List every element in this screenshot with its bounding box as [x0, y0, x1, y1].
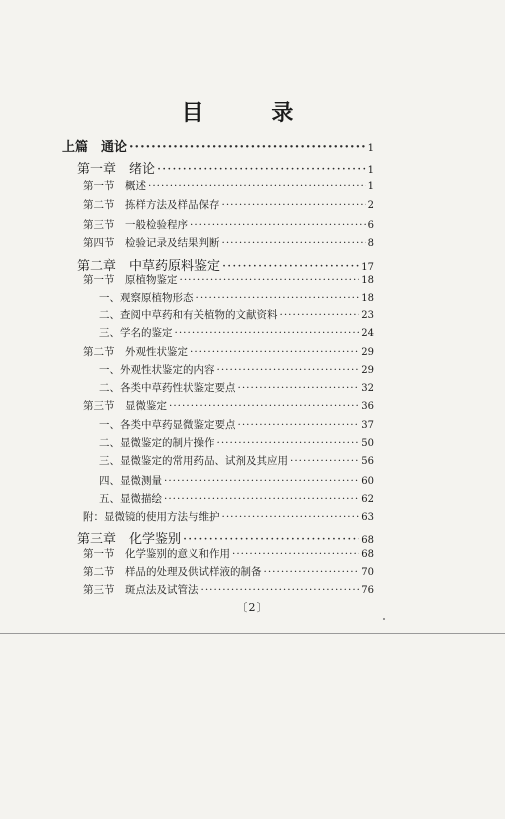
- toc-entry[interactable]: [0, 582, 505, 597]
- toc-entry[interactable]: [0, 491, 505, 506]
- toc-entry[interactable]: [0, 435, 505, 450]
- toc-entry[interactable]: [0, 344, 505, 359]
- toc-entry-label: 第二章 中草药原料鉴定: [77, 259, 221, 274]
- toc-entry-label: 一、观察原植物形态: [99, 292, 194, 304]
- toc-entry-label: 第一节 化学鉴别的意义和作用: [83, 548, 230, 560]
- toc-entry-label: 一、各类中草药显微鉴定要点: [99, 419, 236, 431]
- toc-entry-label: 二、查阅中草药和有关植物的文献资料: [99, 309, 278, 321]
- toc-leader-dots: [217, 364, 360, 376]
- toc-entry-label: 第二节 外观性状鉴定: [83, 346, 188, 358]
- toc-entry[interactable]: [0, 178, 505, 193]
- toc-entry-label: 二、各类中草药性状鉴定要点: [99, 382, 236, 394]
- toc-entry-label: 三、显微鉴定的常用药品、试剂及其应用: [99, 455, 288, 467]
- toc-entry-page-number: 23: [361, 310, 374, 321]
- toc-leader-dots: [175, 327, 360, 339]
- toc-entry-page-number: 50: [361, 438, 374, 449]
- toc-entry-page-number: 62: [361, 494, 374, 505]
- toc-entry[interactable]: [0, 217, 505, 232]
- toc-entry[interactable]: [0, 546, 505, 561]
- toc-entry[interactable]: [0, 158, 505, 177]
- page-number-footer: 〔2〕: [236, 601, 269, 614]
- toc-entry-label: 四、显微测量: [99, 475, 162, 487]
- toc-entry-label: 第三节 斑点法及试管法: [83, 584, 199, 596]
- toc-entry[interactable]: [0, 325, 505, 340]
- toc-entry[interactable]: [0, 473, 505, 488]
- toc-entry-page-number: 63: [361, 512, 374, 523]
- toc-leader-dots: [180, 274, 360, 286]
- toc-entry-page-number: 60: [361, 476, 374, 487]
- toc-entry-page-number: 18: [361, 275, 374, 286]
- toc-leader-dots: [222, 237, 366, 249]
- toc-entry-label: 第三节 显微鉴定: [83, 400, 167, 412]
- toc-entry-label: 第三节 一般检验程序: [83, 219, 188, 231]
- toc-entry-page-number: 1: [367, 165, 374, 176]
- toc-leader-dots: [201, 584, 360, 596]
- toc-entry[interactable]: [0, 417, 505, 432]
- toc-entry[interactable]: [0, 362, 505, 377]
- toc-entry-page-number: 76: [361, 585, 374, 596]
- toc-entry-page-number: 29: [361, 347, 374, 358]
- toc-entry[interactable]: [0, 235, 505, 250]
- page-edge-rule: [0, 633, 505, 634]
- toc-leader-dots: [190, 219, 366, 231]
- toc-leader-dots: [196, 292, 360, 304]
- toc-entry[interactable]: [0, 509, 505, 524]
- toc-entry[interactable]: [0, 398, 505, 413]
- toc-entry-label: 第一节 原植物鉴定: [83, 274, 178, 286]
- toc-entry-label: 第二节 拣样方法及样品保存: [83, 199, 220, 211]
- toc-entry-page-number: 18: [361, 293, 374, 304]
- toc-entry-page-number: 1: [367, 143, 374, 154]
- toc-entry-label: 五、显微描绘: [99, 493, 162, 505]
- toc-entry[interactable]: [0, 380, 505, 395]
- toc-entry-page-number: 1: [367, 181, 374, 192]
- toc-entry-label: 第一章 绪论: [77, 162, 156, 177]
- toc-leader-dots: [157, 162, 366, 177]
- toc-entry-page-number: 68: [361, 535, 374, 546]
- toc-entry-page-number: 70: [361, 567, 374, 578]
- toc-entry[interactable]: [0, 564, 505, 579]
- toc-entry-page-number: 36: [361, 401, 374, 412]
- toc-leader-dots: [164, 493, 359, 505]
- toc-entry[interactable]: [0, 197, 505, 212]
- toc-entry-label: 第三章 化学鉴别: [77, 532, 182, 547]
- toc-entry-page-number: 8: [367, 238, 374, 249]
- toc-leader-dots: [183, 532, 359, 547]
- toc-leader-dots: [129, 140, 366, 155]
- toc-leader-dots: [222, 511, 360, 523]
- toc-entry-page-number: 68: [361, 549, 374, 560]
- page-title: 目 录: [181, 101, 324, 126]
- toc-leader-dots: [238, 382, 360, 394]
- toc-entry-label: 第一节 概述: [83, 180, 146, 192]
- toc-entry[interactable]: [0, 136, 505, 155]
- toc-entry-label: 附：显微镜的使用方法与维护: [83, 511, 220, 523]
- scan-speck: [383, 618, 385, 620]
- toc-entry-page-number: 2: [367, 200, 374, 211]
- toc-entry[interactable]: [0, 528, 505, 547]
- toc-entry-label: 三、学名的鉴定: [99, 327, 173, 339]
- toc-entry[interactable]: [0, 453, 505, 468]
- toc-entry-page-number: 37: [361, 420, 374, 431]
- toc-entry[interactable]: [0, 290, 505, 305]
- toc-leader-dots: [169, 400, 359, 412]
- toc-leader-dots: [222, 199, 366, 211]
- toc-leader-dots: [290, 455, 359, 467]
- toc-entry-label: 上篇 通论: [62, 140, 128, 155]
- toc-entry[interactable]: [0, 307, 505, 322]
- toc-leader-dots: [148, 180, 366, 192]
- toc-entry-page-number: 17: [361, 262, 374, 273]
- toc-entry-label: 第四节 检验记录及结果判断: [83, 237, 220, 249]
- toc-entry-page-number: 56: [361, 456, 374, 467]
- toc-leader-dots: [190, 346, 359, 358]
- toc-entry-page-number: 6: [367, 220, 374, 231]
- toc-leader-dots: [232, 548, 359, 560]
- toc-entry-page-number: 32: [361, 383, 374, 394]
- toc-entry-label: 第二节 样品的处理及供试样液的制备: [83, 566, 262, 578]
- toc-entry[interactable]: [0, 272, 505, 287]
- toc-leader-dots: [264, 566, 360, 578]
- toc-leader-dots: [280, 309, 360, 321]
- toc-entry-page-number: 29: [361, 365, 374, 376]
- toc-leader-dots: [217, 437, 360, 449]
- toc-leader-dots: [164, 475, 359, 487]
- toc-entry-label: 一、外观性状鉴定的内容: [99, 364, 215, 376]
- toc-leader-dots: [238, 419, 360, 431]
- toc-entry-label: 二、显微鉴定的制片操作: [99, 437, 215, 449]
- toc-entry-page-number: 24: [361, 328, 374, 339]
